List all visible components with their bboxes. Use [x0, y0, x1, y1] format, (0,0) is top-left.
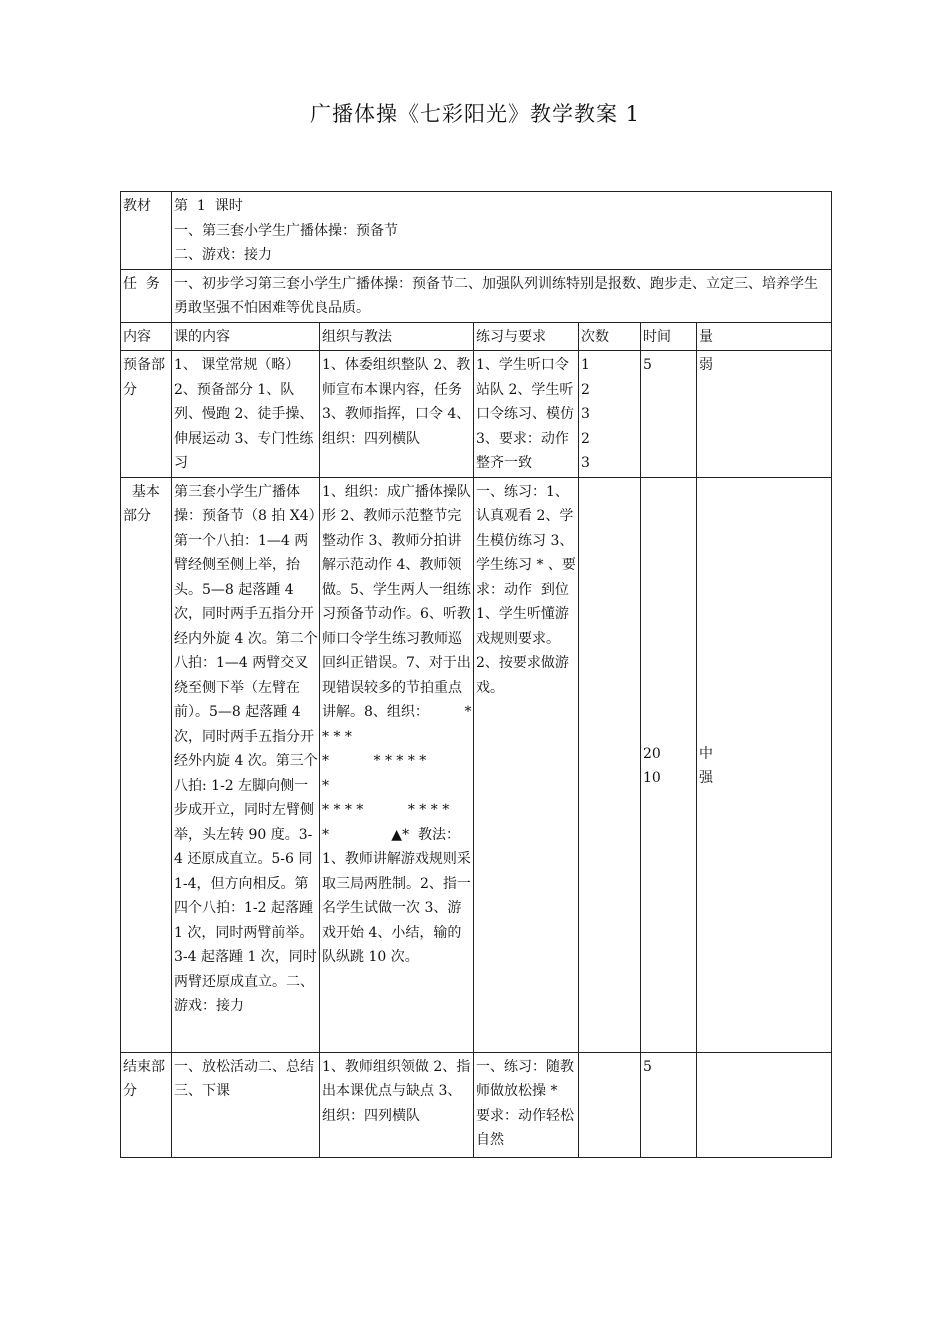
end-content: 一、放松活动二、总结三、下课: [172, 1052, 320, 1157]
prep-content: 1、 课堂常规（略）2、预备部分 1、队列、慢跑 2、徒手操、伸展运动 3、专门性练习: [172, 351, 320, 478]
header-count: 次数: [579, 322, 641, 351]
basic-row: [121, 477, 832, 1052]
task-row: [121, 269, 832, 322]
task-content: 一、初步学习第三套小学生广播体操：预备节二、加强队列训练特别是报数、跑步走、立定三、培养学生勇敢坚强不怕困难等优良品质。: [172, 269, 832, 322]
page-title: 广播体操《七彩阳光》教学教案 1: [309, 102, 641, 126]
prep-load: 弱: [697, 351, 832, 478]
basic-organization: 1、组织：成广播体操队形 2、教师示范整节完整动作 3、教师分拍讲解示范动作 4、教师领做。5、学生两人一组练习预备节动作。6、听教师口令学生练习教师巡回纠正错误。7、对于出现错误较多的节拍重点讲解。8、组织： * * * * * * * * * * * * * * * * * * * * ▲* 教法：1、教师讲解游戏规则采取三局两胜制。2、指一名学生试做一次 3、游戏开始 4、小结，输的队纵跳 10 次。: [320, 477, 474, 1052]
basic-content: 第三套小学生广播体操：预备节（8 拍 X4）第一个八拍：1—4 两臂经侧至侧上举，抬头。5—8 起落踵 4 次，同时两手五指分开经内外旋 4 次。第二个八拍：1—4 两臂交叉绕至侧下举（左臂在前）。5—8 起落踵 4 次，同时两手五指分开经外内旋 4 次。第三个八拍: 1-2 左脚向侧一步成开立，同时左臂侧举，头左转 90 度。3-4 还原成直立。5-6 同 1-4，但方向相反。第四个八拍：1-2 起落踵 1 次，同时两臂前举。3-4 起落踵 1 次，同时两臂还原成直立。二、游戏：接力: [172, 477, 320, 1052]
end-time: 5: [641, 1052, 697, 1157]
end-row: [121, 1052, 832, 1157]
header-row: [121, 322, 832, 351]
prep-label: 预备部分: [121, 351, 172, 478]
header-lesson-content: 课的内容: [172, 322, 320, 351]
header-load: 量: [697, 322, 832, 351]
end-label: 结束部分: [121, 1052, 172, 1157]
prep-organization: 1、体委组织整队 2、教师宣布本课内容，任务 3、教师指挥，口令 4、组织：四列横队: [320, 351, 474, 478]
prep-row: [121, 351, 832, 478]
prep-time: 5: [641, 351, 697, 478]
header-time: 时间: [641, 322, 697, 351]
material-content: 第 1 课时 一、第三套小学生广播体操：预备节 二、游戏：接力: [172, 192, 832, 270]
basic-practice: 一、练习：1、认真观看 2、学生模仿练习 3、学生练习 * 、要求：动作 到位 1、学生听懂游戏规则要求。2、按要求做游戏。: [474, 477, 579, 1052]
header-content-col: 内容: [121, 322, 172, 351]
basic-load: 中 强: [697, 477, 832, 1052]
task-label: 任 务: [121, 269, 172, 322]
lesson-plan-table: [120, 191, 832, 1158]
header-organization: 组织与教法: [320, 322, 474, 351]
end-organization: 1、教师组织领做 2、指出本课优点与缺点 3、组织：四列横队: [320, 1052, 474, 1157]
prep-practice: 1、学生听口令站队 2、学生听口令练习、模仿 3、要求：动作整齐一致: [474, 351, 579, 478]
end-count: [579, 1052, 641, 1157]
material-label: 教材: [121, 192, 172, 270]
basic-label: 基本部分: [121, 477, 172, 1052]
end-load: [697, 1052, 832, 1157]
basic-count: [579, 477, 641, 1052]
material-row: [121, 192, 832, 270]
basic-time: 20 10: [641, 477, 697, 1052]
header-practice: 练习与要求: [474, 322, 579, 351]
prep-count: 1 2 3 2 3: [579, 351, 641, 478]
end-practice: 一、练习：随教师做放松操 * 要求：动作轻松自然: [474, 1052, 579, 1157]
